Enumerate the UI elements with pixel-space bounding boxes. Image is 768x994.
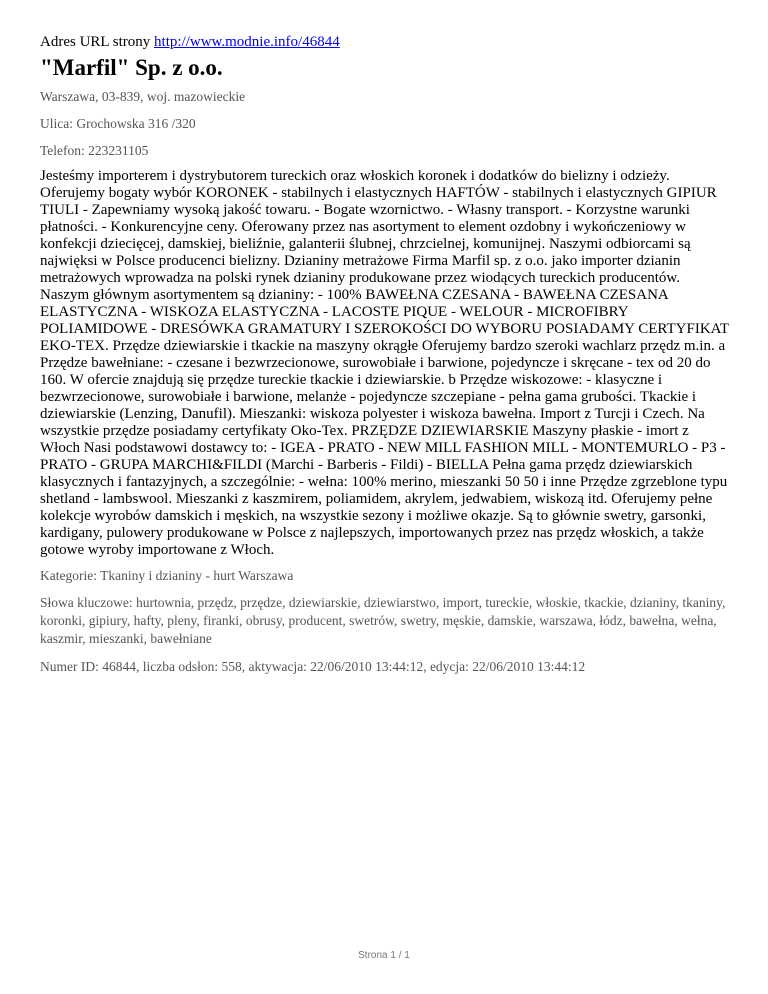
company-phone: Telefon: 223231105 [40,143,149,158]
record-info: Numer ID: 46844, liczba odsłon: 558, aktywacja: 22/06/2010 13:44:12, edycja: 22/06/2010 13:44:12 [40,659,586,674]
page-number-footer: Strona 1 / 1 [358,950,410,961]
company-street: Ulica: Grochowska 316 /320 [40,116,196,131]
keywords-line: Słowa kluczowe: hurtownia, przędz, przędze, dziewiarskie, dziewiarstwo, import, tureckie, włoskie, tkackie, dzianiny, tkaniny, koronki, gipiury, hafty, pleny, firanki, obrusy, producent, swetrów, swetry, męskie, damskie, warszawa, łódz, bawełna, wełna, kaszmir, mieszanki, bawełniane [40,595,726,646]
url-line [40,33,732,51]
company-name: "Marfil" Sp. z o.o. [40,55,223,80]
url-label: Adres URL strony [40,34,151,50]
document-page [40,33,732,675]
company-address: Warszawa, 03-839, woj. mazowieckie [40,89,246,104]
categories-line: Kategorie: Tkaniny i dzianiny - hurt Warszawa [40,568,294,583]
page-url-link[interactable]: http://www.modnie.info/46844 [154,34,340,50]
company-description: Jesteśmy importerem i dystrybutorem tureckich oraz włoskich koronek i dodatków do bielizny i odzieży. Oferujemy bogaty wybór KORONEK - stabilnych i elastycznych HAFTÓW - stabilnych i elastycznych GIPIUR TIULI - Zapewniamy wysoką jakość towaru. - Bogate wzornictwo. - Własny transport. - Korzystne warunki płatności. - Konkurencyjne ceny. Oferowany przez nas asortyment to element ozdobny i wykończeniowy w konfekcji dziecięcej, damskiej, bieliźnie, galanterii ślubnej, chrzcielnej, komunijnej. Naszymi odbiorcami są najwięksi w Polsce producenci bielizny. Dzianiny metrażowe Firma Marfil sp. z o.o. jako importer dzianin metrażowych wprowadza na polski rynek dzianiny produkowane przez wiodących tureckich producentów. Naszym głównym asortymentem są dzianiny: - 100% BAWEŁNA CZESANA - BAWEŁNA CZESANA ELASTYCZNA - WISKOZA ELASTYCZNA - LACOSTE PIQUE - WELOUR - MICROFIBRY POLIAMIDOWE - DRESÓWKA GRAMATURY I SZEROKOŚCI DO WYBORU POSIADAMY CERTYFIKAT EKO-TEX. Przędze dziewiarskie i tkackie na maszyny okrągłe Oferujemy bardzo szeroki wachlarz przędz m.in. a Przędze bawełniane: - czesane i bezwrzecionowe, surowobiałe i barwione, pojedyncze i skręcane - tex od 20 do 160. W ofercie znajdują się przędze tureckie tkackie i dziewiarskie. b Przędze wiskozowe: - klasyczne i bezwrzecionowe, surowobiałe i barwione, melanże - pojedyncze szczepiane - pełna gama grubości. Tkackie i dziewiarskie (Lenzing, Danufil). Mieszanki: wiskoza polyester i wiskoza bawełna. Import z Turcji i Czech. Na wszystkie przędze posiadamy certyfikaty Oko-Tex. PRZĘDZE DZIEWIARSKIE Maszyny płaskie - imort z Włoch Nasi podstawowi dostawcy to: - IGEA - PRATO - NEW MILL FASHION MILL - MONTEMURLO - P3 - PRATO - GRUPA MARCHI&FILDI (Marchi - Barberis - Fildi) - BIELLA Pełna gama przędz dziewiarskich klasycznych i fantazyjnych, a szczególnie: - wełna: 100% merino, mieszanki 50 50 i inne Przędze zgrzeblone typu shetland - lambswool. Mieszanki z kaszmirem, poliamidem, akrylem, jedwabiem, wiskozą itd. Oferujemy pełne kolekcje wyrobów damskich i męskich, na wszystkie sezony i możliwe okazje. Są to głównie swetry, garsonki, kardigany, pulowery produkowane w Polsce z najlepszych, importowanych przez nas przędz włoskich, a także gotowe wyroby importowane z Włoch. [40,168,729,558]
